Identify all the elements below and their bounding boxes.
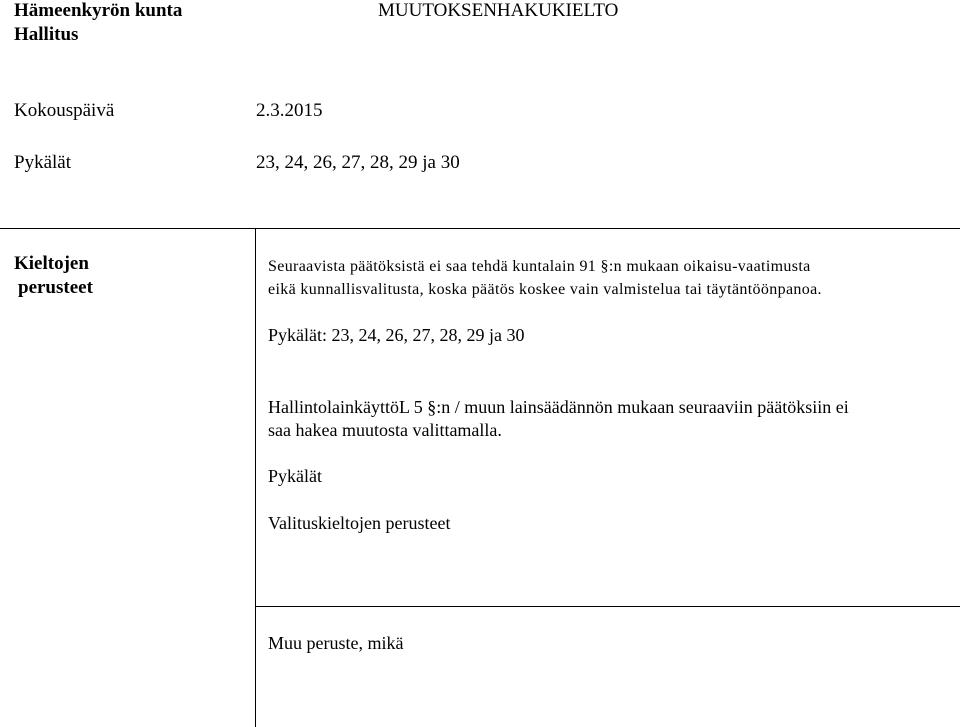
table-column-divider: [255, 228, 256, 727]
sections-value: 23, 24, 26, 27, 28, 29 ja 30: [256, 152, 460, 173]
para2-sections-label: Pykälät: [268, 466, 322, 486]
para2-line2: saa hakea muutosta valittamalla.: [268, 420, 502, 440]
meeting-date-label: Kokouspäivä: [14, 100, 115, 121]
grounds-label-line2: perusteet: [18, 277, 93, 298]
document-title: MUUTOKSENHAKUKIELTO: [378, 0, 619, 21]
other-reason-label: Muu peruste, mikä: [268, 633, 404, 653]
municipality-name: Hämeenkyrön kunta: [14, 0, 183, 21]
para2-line1: HallintolainkäyttöL 5 §:n / muun lainsäädännön mukaan seuraaviin päätöksiin ei: [268, 397, 849, 417]
meeting-date-value: 2.3.2015: [256, 100, 323, 121]
para1-sections: Pykälät: 23, 24, 26, 27, 28, 29 ja 30: [268, 325, 525, 345]
para1-line2: eikä kunnallisvalitusta, koska päätös koskee vain valmistelua tai täytäntöönpanoa.: [268, 281, 822, 298]
sections-label: Pykälät: [14, 152, 71, 173]
para1-line1: Seuraavista päätöksistä ei saa tehdä kuntalain 91 §:n mukaan oikaisu-vaatimusta: [268, 258, 811, 275]
grounds-label-line1: Kieltojen: [14, 253, 89, 274]
appeal-ban-grounds-label: Valituskieltojen perusteet: [268, 513, 451, 533]
table-row-rule: [255, 606, 960, 607]
governing-body: Hallitus: [14, 24, 79, 45]
table-top-rule: [0, 228, 960, 229]
